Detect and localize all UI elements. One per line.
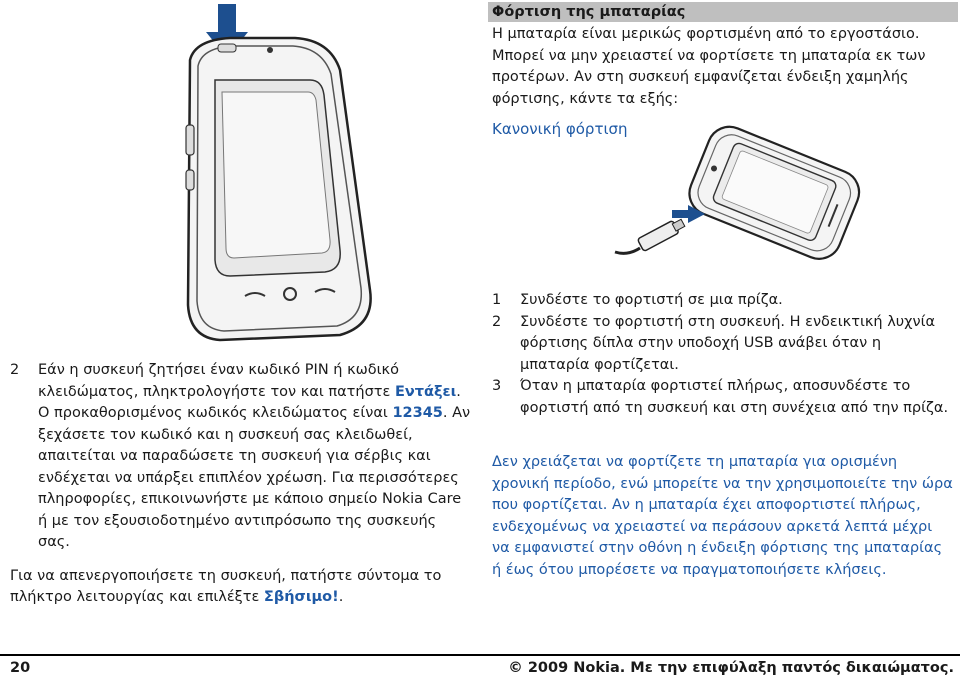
switch-off-command-label: Σβήσιμο! [263, 589, 339, 605]
step-number: 2 [10, 362, 20, 378]
step-text-part: Εάν η συσκευή ζητήσει έναν κωδικό PIN ή κωδικό κλειδώματος, πληκτρολογήστε τον και πατήστε [38, 362, 399, 400]
intro-paragraph: Η μπαταρία είναι μερικώς φορτισμένη από το εργοστάσιο. Μπορεί να μην χρειαστεί να φορτίσετε τη μπαταρία εκ των προτέρων. Αν στη συσκευή εμφανίζεται ένδειξη χαμηλής φόρτισης, κάντε τα εξής: [492, 26, 926, 107]
step-number: 3 [492, 378, 502, 394]
phone-power-key-illustration [150, 0, 390, 345]
step-text: Όταν η μπαταρία φορτιστεί πλήρως, αποσυνδέστε το φορτιστή από τη συσκευή και στη συνέχεια από την πρίζα. [520, 378, 949, 416]
footer-divider [0, 654, 960, 656]
step-text-part: . Αν ξεχάσετε τον κωδικό και η συσκευή σας κλειδωθεί, απαιτείται να παραδώσετε τη συσκευή για σέρβις και ενδέχεται να υπάρξει επιπλέον χρέωση. Για περισσότερες πληροφορίες, επικοινωνήστε με κάποιο σημείο Nokia Care ή με τον εξουσιοδοτημένο αντιπρόσωπο της συσκευής σας. [38, 405, 471, 550]
default-lock-code: 12345 [392, 405, 443, 421]
list-item [492, 312, 954, 377]
list-item [492, 290, 954, 312]
list-item [492, 376, 954, 419]
step-number: 2 [492, 313, 502, 330]
power-off-paragraph [10, 566, 472, 609]
page-number: 20 [10, 660, 31, 676]
paragraph-part: Για να απενεργοποιήσετε τη συσκευή, πατήστε σύντομα το πλήκτρο λειτουργίας και επιλέξτε [10, 567, 442, 605]
step-text-part: . Ο προκαθορισμένος κωδικός κλειδώματος είναι [38, 383, 461, 421]
copyright-notice: © 2009 Nokia. Με την επιφύλαξη παντός δικαιώματος. [508, 660, 954, 676]
step-text: Συνδέστε το φορτιστή σε μια πρίζα. [520, 292, 783, 308]
charging-steps-list [492, 290, 954, 419]
section-title: Φόρτιση της μπαταρίας [492, 4, 686, 20]
paragraph-part: . [338, 589, 344, 605]
normal-charging-heading: Κανονική φόρτιση [492, 120, 628, 138]
step-text [38, 360, 472, 554]
left-column-text [10, 360, 472, 609]
ok-command-label: Εντάξει [394, 383, 457, 400]
section-header [488, 2, 958, 22]
step-number: 1 [492, 292, 502, 308]
phone-charger-illustration [610, 120, 870, 270]
step-text: Συνδέστε το φορτιστή στη συσκευή. Η ενδεικτική λυχνία φόρτισης δίπλα στην υποδοχή USB ανάβει όταν η μπαταρία φορτίζεται. [520, 313, 936, 373]
list-item [10, 360, 472, 554]
charging-note-paragraph: Δεν χρειάζεται να φορτίζετε τη μπαταρία για ορισμένη χρονική περίοδο, ενώ μπορείτε να την χρησιμοποιείτε την ώρα που φορτίζεται. Αν η μπαταρία έχει αποφορτιστεί πλήρως, ενδεχομένως να χρειαστεί να περάσουν αρκετά λεπτά μέχρι να εμφανιστεί στην οθόνη η ένδειξη φόρτισης της μπαταρίας ή έως ότου μπορέσετε να πραγματοποιήσετε κλήσεις. [492, 454, 953, 578]
